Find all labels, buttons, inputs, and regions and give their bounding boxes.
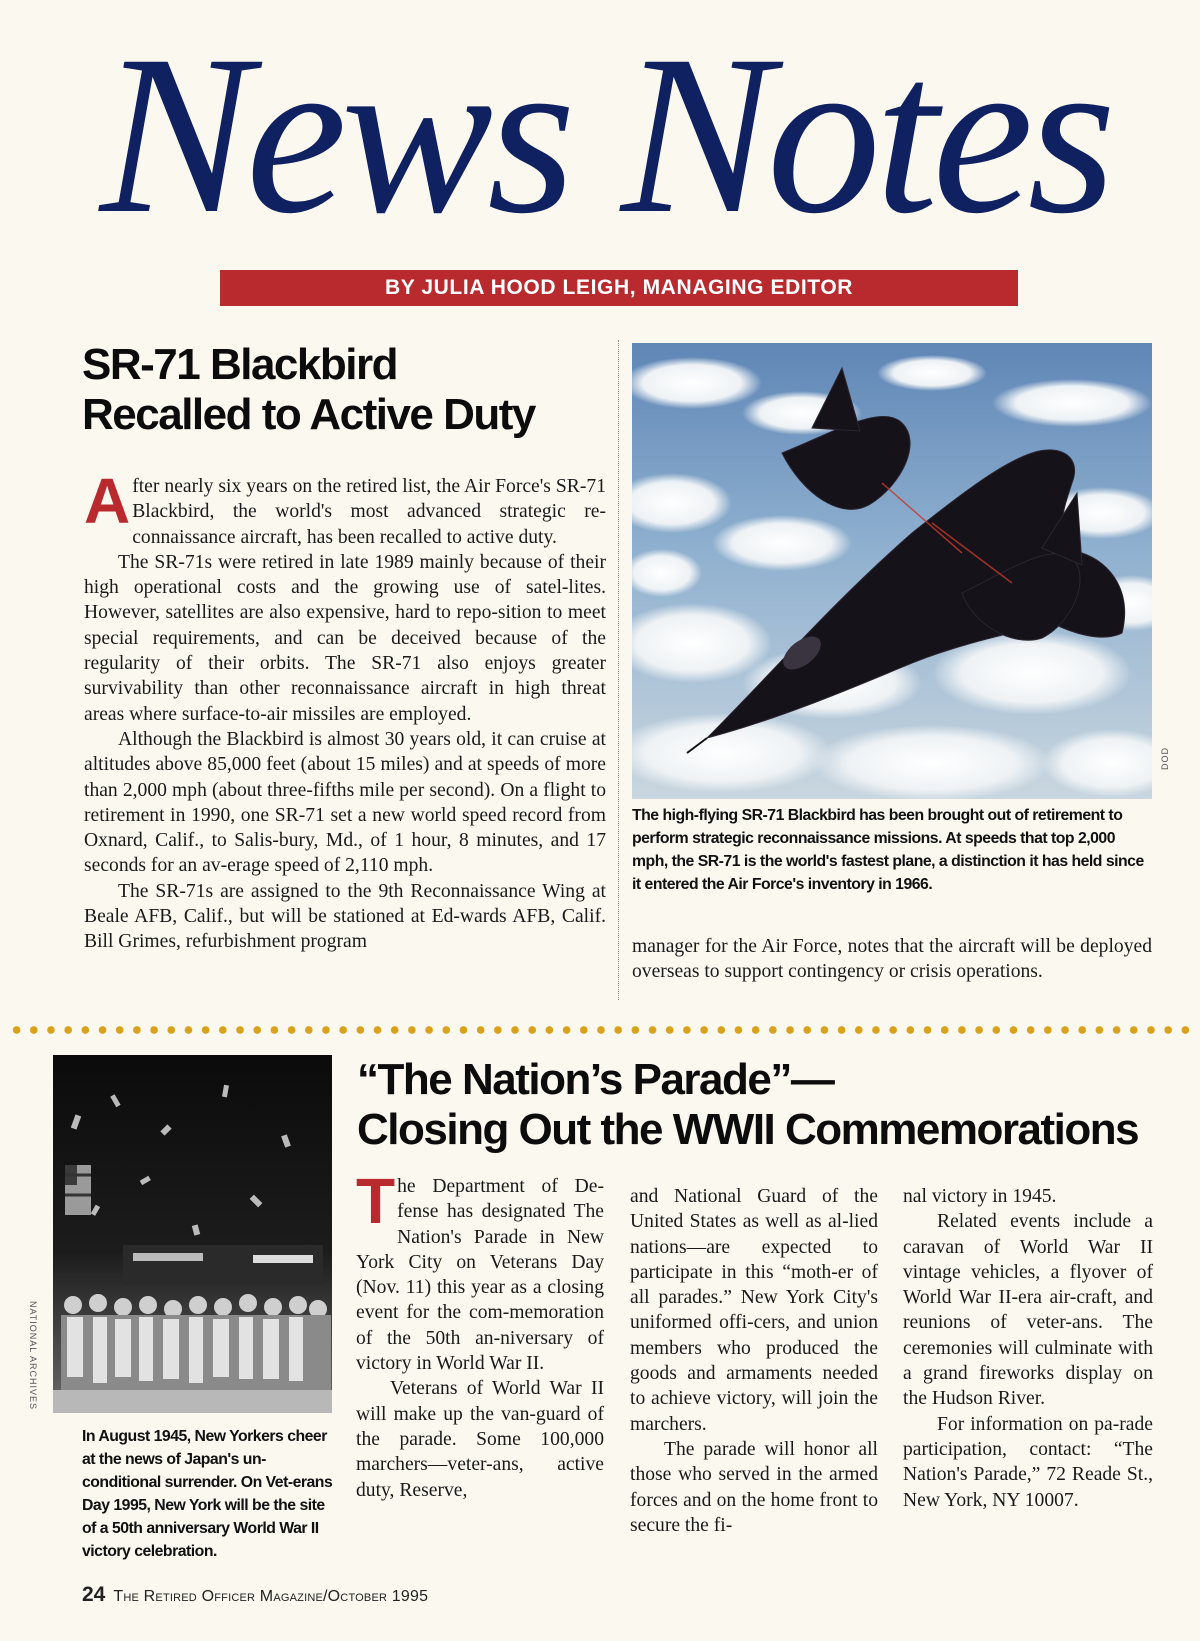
- article2-column-1: [356, 1165, 604, 1503]
- page-number: 24: [82, 1583, 106, 1606]
- publication-name: The Retired Officer Magazine/October 1995: [113, 1588, 429, 1605]
- masthead-title: News Notes: [99, 9, 1111, 261]
- sr71-photo: [632, 343, 1152, 799]
- article2-column-2: [630, 1184, 878, 1538]
- article1-headline-line2: Recalled to Active Duty: [82, 390, 535, 439]
- article1-paragraph-2: The SR-71s were retired in late 1989 mainly because of their high operational costs and the growing use of satel-lites. However, satellites are also expensive, hard to repo-sition to meet special requirements, and can be deceived because of the regularity of their orbits. The SR-71 also enjoys greater survivability than other reconnaissance aircraft in high threat areas where surface-to-air missiles are employed.: [84, 551, 606, 725]
- article1-body-continued: [632, 934, 1152, 985]
- sr71-photo-credit: DOD: [1160, 747, 1170, 770]
- article2-headline: [357, 1055, 1167, 1155]
- page-footer: [82, 1583, 682, 1607]
- sr71-caption: The high-flying SR-71 Blackbird has been brought out of retirement to perform strategic reconnaissance missions. At speeds that top 2,000 mph, the SR-71 is the world's fastest plane, a distinction it has held since it entered the Air Force's inventory in 1966.: [632, 807, 1144, 893]
- column-divider: [618, 340, 619, 1000]
- article2-paragraph-2-cont: and National Guard of the United States as well as al-lied nations—are expected to participate in this “moth-er of all parades.” New York City's uniformed offi-cers, and union members who produced the goods and armaments needed to achieve victory, will join the marchers.: [630, 1186, 878, 1435]
- article2-column-3: [903, 1184, 1153, 1513]
- article1-body: [84, 465, 606, 955]
- article1-dropcap: A: [84, 465, 131, 537]
- article1-paragraph-5: manager for the Air Force, notes that the aircraft will be deployed overseas to support contingency or crisis operations.: [632, 936, 1152, 983]
- article1-headline: [82, 340, 602, 440]
- section-divider-dots: [8, 1024, 1194, 1036]
- article2-paragraph-3: The parade will honor all those who served in the armed forces and on the home front to secure the fi-: [630, 1438, 878, 1536]
- vj-day-photo-graphic: [53, 1055, 332, 1413]
- article1-paragraph-1: [84, 465, 606, 550]
- vj-day-photo: [53, 1055, 332, 1413]
- article2-c1-text: he Department of De-fense has designated The Nation's Parade in New York City on Veterans Day (Nov. 11) this year as a closing event for the com-memoration of the 50th an-niversary of victory in World War II.: [356, 1176, 604, 1375]
- article1-paragraph-3: Although the Blackbird is almost 30 years old, it can cruise at altitudes above 85,000 feet (about 15 miles) and at speeds of more than 2,000 mph (about three-fifths mile per second). On a flight to retirement in 1990, one SR-71 set a new world speed record from Oxnard, Calif., to Salis-bury, Md., of 1 hour, 8 minutes, and 17 seconds for an av-erage speed of 2,110 mph.: [84, 728, 606, 877]
- article2-paragraph-5: For information on pa-rade participation, contact: “The Nation's Parade,” 72 Reade St., New York, NY 10007.: [903, 1413, 1153, 1511]
- vj-day-caption: In August 1945, New Yorkers cheer at the news of Japan's un-conditional surrender. On Vet-erans Day 1995, New York will be the site of a 50th anniversary World War II victory celebration.: [82, 1428, 333, 1560]
- article2-dropcap: T: [356, 1165, 396, 1237]
- vj-day-photo-credit: NATIONAL ARCHIVES: [28, 1300, 38, 1410]
- article2-headline-line2: Closing Out the WWII Commemorations: [357, 1105, 1139, 1154]
- article1-p1-text: fter nearly six years on the retired list, the Air Force's SR-71 Blackbird, the world's most advanced strategic re-connaissance aircraft, has been recalled to active duty.: [132, 476, 606, 548]
- article1-paragraph-4: The SR-71s are assigned to the 9th Reconnaissance Wing at Beale AFB, Calif., but will be stationed at Ed-wards AFB, Calif. Bill Grimes, refurbishment program: [84, 880, 606, 953]
- article1-headline-line1: SR-71 Blackbird: [82, 340, 397, 389]
- article2-paragraph-4: Related events include a caravan of World War II vintage vehicles, a flyover of World War II-era air-craft, and reunions of veter-ans. The ceremonies will culminate with a grand fireworks display on the Hudson River.: [903, 1211, 1153, 1410]
- article2-paragraph-3-cont: nal victory in 1945.: [903, 1186, 1057, 1207]
- article2-headline-line1: “The Nation’s Parade”—: [357, 1055, 834, 1104]
- byline: BY JULIA HOOD LEIGH, MANAGING EDITOR: [220, 270, 1018, 306]
- article2-paragraph-2: Veterans of World War II will make up the van-guard of the parade. Some 100,000 marchers—veter-ans, active duty, Reserve,: [356, 1378, 604, 1501]
- sr71-photo-graphic: [632, 343, 1152, 799]
- article2-paragraph-1: [356, 1165, 604, 1376]
